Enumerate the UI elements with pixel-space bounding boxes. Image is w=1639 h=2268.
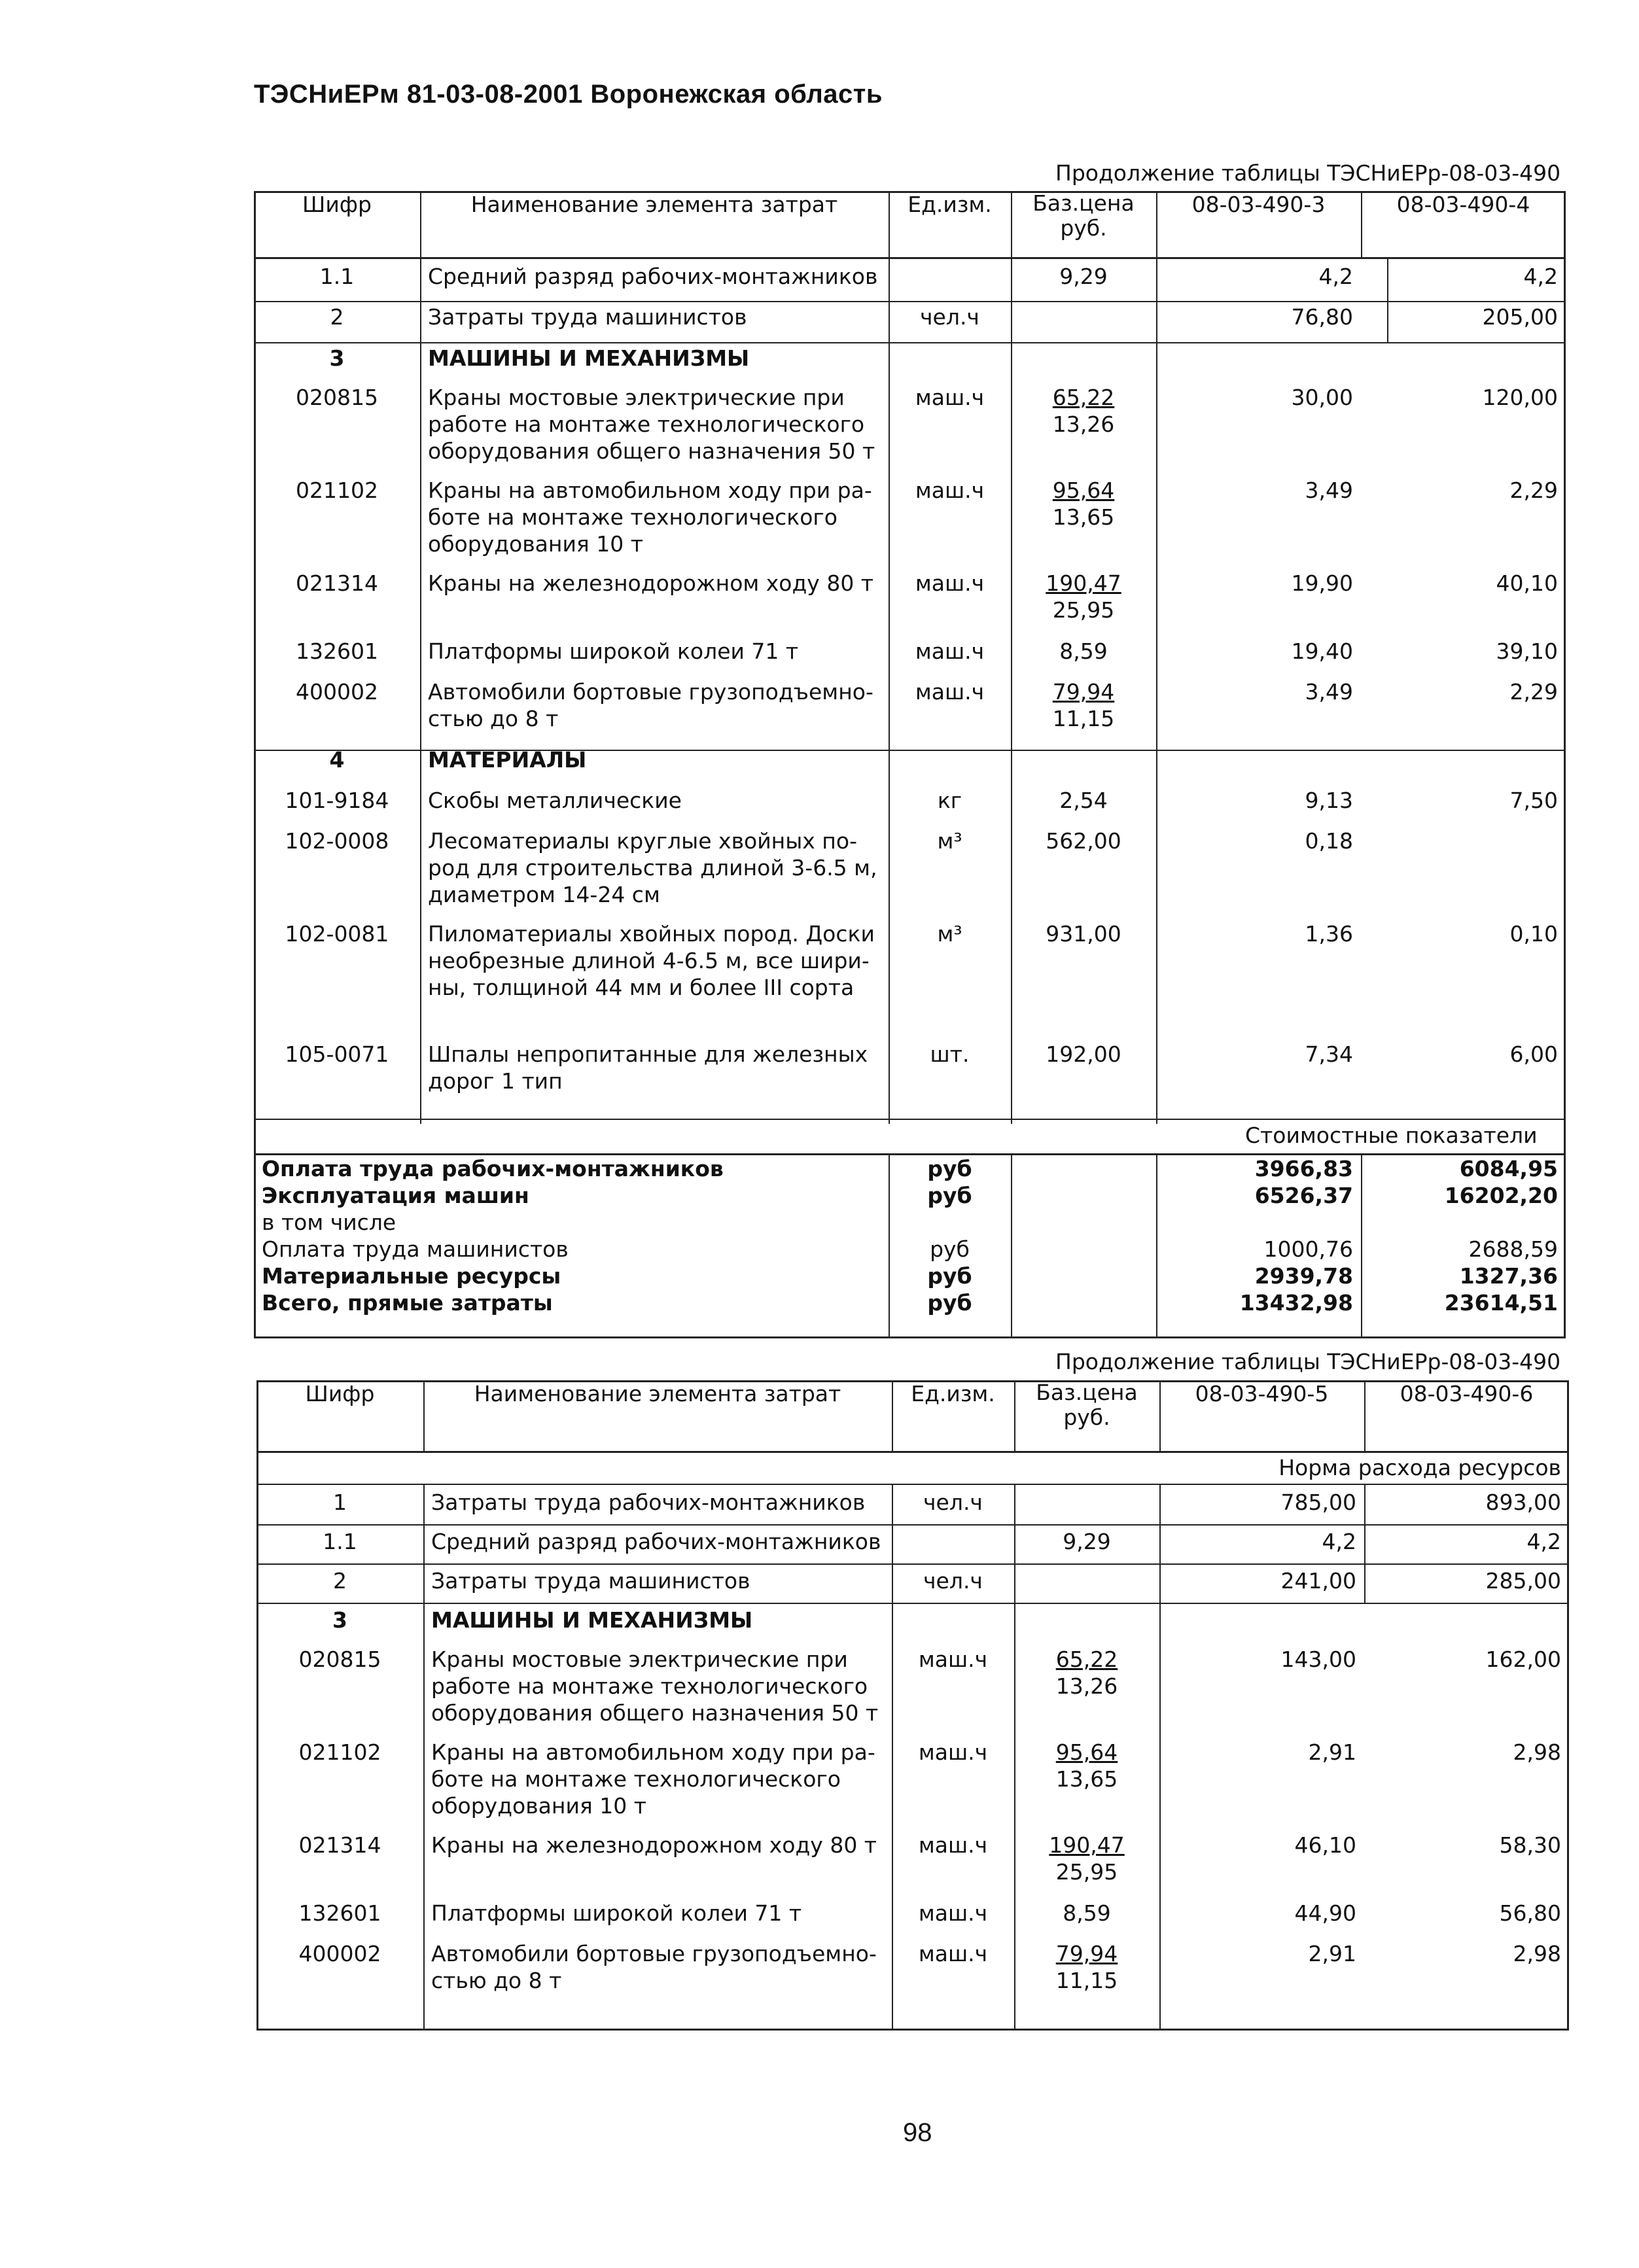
- price-top: 192,00: [1046, 1041, 1121, 1067]
- cost-price: [1011, 1209, 1156, 1236]
- cell-code: 102-0008: [285, 828, 389, 854]
- table2-continuation: Продолжение таблицы ТЭСНиЕРр-08-03-490: [1055, 1349, 1561, 1374]
- table-row: [256, 1641, 1569, 1734]
- cell-unit: чел.ч: [923, 1568, 983, 1594]
- table-row: [254, 822, 1566, 915]
- cell-code: 021314: [298, 1832, 381, 1858]
- table-row: [254, 565, 1566, 633]
- cell-code: 021314: [296, 570, 378, 596]
- table-row: [254, 340, 1566, 379]
- cell-name: Шпалы непропитанные для железных дорог 1 тип: [428, 1041, 868, 1094]
- cost-value-1: 13432,98: [1239, 1290, 1353, 1316]
- cell-name: Краны мостовые электрические при работе на монтаже технологического оборудования общего назначения 50 т: [428, 385, 875, 464]
- cost-unit: [889, 1209, 1011, 1236]
- cost-unit: руб: [927, 1290, 972, 1316]
- cell-value-1: 143,00: [1280, 1647, 1356, 1672]
- price-bottom: 25,95: [1055, 1859, 1118, 1885]
- cell-value-2: 4,2: [1523, 264, 1558, 289]
- cell-name: Краны на железнодорожном ходу 80 т: [428, 570, 874, 596]
- price-top: 2,54: [1059, 788, 1108, 813]
- price-bottom: 13,26: [1055, 1673, 1118, 1699]
- cell-price: [1014, 1601, 1159, 1641]
- cell-value-2: 2,98: [1513, 1739, 1561, 1765]
- cell-value-1: 241,00: [1280, 1568, 1356, 1594]
- cell-code: 132601: [298, 1900, 381, 1926]
- price-bottom: 13,65: [1055, 1766, 1118, 1792]
- cell-value-2: 2,98: [1513, 1941, 1561, 1966]
- cell-unit: чел.ч: [920, 304, 979, 330]
- header-unit: Ед.изм.: [908, 192, 992, 217]
- page-header: ТЭСНиЕРм 81-03-08-2001 Воронежская область: [254, 80, 883, 109]
- price-top: 8,59: [1063, 1900, 1111, 1926]
- table-row: [256, 1894, 1569, 1935]
- cell-price: [1014, 1826, 1159, 1894]
- price-bottom: 11,15: [1052, 706, 1115, 731]
- cell-value-2: 4,2: [1526, 1529, 1561, 1554]
- cell-value-2: 205,00: [1482, 304, 1558, 330]
- cell-value-2: [1361, 741, 1566, 782]
- table-row: [254, 298, 1566, 340]
- cell-code: 132601: [296, 638, 378, 664]
- cell-value-1: [1159, 1601, 1364, 1641]
- cell-unit: [892, 1601, 1014, 1641]
- cost-label: Оплата труда рабочих-монтажников: [262, 1156, 724, 1181]
- cost-price: [1011, 1289, 1156, 1316]
- cost-unit: руб: [927, 1183, 972, 1208]
- cell-code: 020815: [298, 1647, 381, 1672]
- cell-price: [1011, 1036, 1156, 1096]
- cell-unit: [889, 340, 1011, 379]
- cell-value-1: 1,36: [1305, 921, 1353, 947]
- header-col1: 08-03-490-5: [1195, 1381, 1329, 1406]
- cost-price: [1011, 1236, 1156, 1263]
- cell-name: Лесоматериалы круглые хвойных по-род для строительства длиной 3-6.5 м, диаметром 14-24 см: [428, 828, 877, 907]
- price-top: 931,00: [1046, 921, 1121, 947]
- cell-unit: [889, 258, 1011, 298]
- cell-price: [1014, 1894, 1159, 1935]
- cell-code: 4: [329, 747, 345, 773]
- cell-name: МАШИНЫ И МЕХАНИЗМЫ: [428, 345, 750, 371]
- price-top: 190,47: [1046, 570, 1121, 596]
- cell-value-1: 2,91: [1308, 1941, 1356, 1966]
- cell-value-2: [1361, 822, 1566, 915]
- cell-code: 020815: [296, 385, 378, 410]
- cell-code: 1.1: [323, 1529, 357, 1554]
- cell-price: [1014, 1523, 1159, 1562]
- cell-value-2: 58,30: [1499, 1832, 1561, 1858]
- cell-code: 105-0071: [285, 1041, 389, 1067]
- price-top: 8,59: [1059, 638, 1108, 664]
- cost-value-1: 3966,83: [1254, 1156, 1353, 1181]
- cell-price: [1014, 1935, 1159, 2003]
- cell-name: Скобы металлические: [428, 788, 682, 813]
- header-code: Шифр: [302, 192, 372, 217]
- cost-value-2: 2688,59: [1468, 1236, 1558, 1262]
- cell-code: 101-9184: [285, 788, 389, 813]
- cell-code: 2: [333, 1568, 347, 1594]
- cell-unit: м³: [937, 828, 962, 854]
- cell-price: [1014, 1484, 1159, 1523]
- cell-price: [1011, 741, 1156, 782]
- cell-value-1: 46,10: [1294, 1832, 1356, 1858]
- cost-row: [254, 1263, 1566, 1289]
- cell-price: [1011, 915, 1156, 1036]
- cell-value-1: 44,90: [1294, 1900, 1356, 1926]
- cell-name: Автомобили бортовые грузоподъемно-стью до 8 т: [431, 1941, 877, 1993]
- table-row: [256, 1826, 1569, 1894]
- cost-unit: руб: [927, 1263, 972, 1289]
- cell-value-2: 56,80: [1499, 1900, 1561, 1926]
- cell-name: Платформы широкой колеи 71 т: [431, 1900, 802, 1926]
- header-col1: 08-03-490-3: [1191, 192, 1326, 217]
- price-bottom: 25,95: [1052, 597, 1115, 623]
- cost-row: [254, 1289, 1566, 1316]
- price-top: 9,29: [1063, 1529, 1111, 1554]
- cell-unit: маш.ч: [915, 570, 985, 596]
- table-row: [256, 1562, 1569, 1601]
- cell-unit: м³: [937, 921, 962, 947]
- cell-value-1: 19,90: [1291, 570, 1353, 596]
- norm-caption: Норма расхода ресурсов: [1278, 1454, 1561, 1480]
- cell-price: [1011, 472, 1156, 565]
- table-row: [254, 633, 1566, 673]
- cell-value-2: 6,00: [1509, 1041, 1558, 1067]
- cell-name: Средний разряд рабочих-монтажников: [431, 1529, 881, 1554]
- cell-value-1: 30,00: [1291, 385, 1353, 410]
- cell-code: 102-0081: [285, 921, 389, 947]
- cell-name: Затраты труда рабочих-монтажников: [431, 1490, 866, 1515]
- cell-value-1: 0,18: [1305, 828, 1353, 854]
- table1-costs: [254, 1155, 1566, 1316]
- cell-price: [1011, 822, 1156, 915]
- cost-price: [1011, 1155, 1156, 1182]
- cell-value-2: 2,29: [1509, 679, 1558, 705]
- price-bottom: 11,15: [1055, 1968, 1118, 1993]
- cell-value-1: [1156, 340, 1361, 379]
- table1-continuation: Продолжение таблицы ТЭСНиЕРр-08-03-490: [1055, 160, 1561, 186]
- cell-price: [1011, 673, 1156, 741]
- cost-label: в том числе: [262, 1210, 397, 1235]
- cell-unit: маш.ч: [918, 1739, 988, 1765]
- cell-unit: маш.ч: [918, 1900, 988, 1926]
- cell-unit: [892, 1523, 1014, 1562]
- cell-price: [1011, 565, 1156, 633]
- page-number: 98: [903, 2118, 932, 2147]
- cell-name: Краны на автомобильном ходу при ра-боте на монтаже технологического оборудования 10 т: [431, 1739, 875, 1819]
- cost-label: Оплата труда машинистов: [262, 1236, 569, 1262]
- table-row: [256, 1601, 1569, 1641]
- cell-name: Краны на железнодорожном ходу 80 т: [431, 1832, 877, 1858]
- cost-value-2: 16202,20: [1444, 1183, 1558, 1208]
- cost-unit: руб: [930, 1236, 970, 1262]
- cost-row: [254, 1182, 1566, 1209]
- cost-row: [254, 1236, 1566, 1263]
- cell-price: [1011, 298, 1156, 340]
- cell-value-2: 893,00: [1485, 1490, 1561, 1515]
- table-row: [254, 472, 1566, 565]
- cell-value-1: 9,13: [1305, 788, 1353, 813]
- cell-code: 1.1: [319, 264, 355, 289]
- table-row: [254, 379, 1566, 472]
- table-row: [256, 1935, 1569, 2003]
- cell-value-1: 785,00: [1280, 1490, 1356, 1515]
- cell-price: [1014, 1734, 1159, 1826]
- cell-name: Средний разряд рабочих-монтажников: [428, 264, 878, 289]
- price-top: 562,00: [1046, 828, 1121, 854]
- price-bottom: 13,65: [1052, 504, 1115, 530]
- price-bottom: 13,26: [1052, 411, 1115, 437]
- table-row: [254, 673, 1566, 741]
- cost-value-2: 6084,95: [1459, 1156, 1558, 1181]
- cost-value-2: 1327,36: [1459, 1263, 1558, 1289]
- cost-label: Материальные ресурсы: [262, 1263, 561, 1289]
- cell-value-1: 4,2: [1322, 1529, 1356, 1554]
- cost-value-2: [1361, 1209, 1566, 1236]
- cost-label: Всего, прямые затраты: [262, 1290, 553, 1316]
- cell-value-2: 40,10: [1496, 570, 1558, 596]
- cost-label: Эксплуатация машин: [262, 1183, 529, 1208]
- cost-value-1: 6526,37: [1254, 1183, 1353, 1208]
- table1: [254, 191, 1566, 1096]
- cell-name: Затраты труда машинистов: [431, 1568, 750, 1594]
- cell-value-1: 3,49: [1305, 679, 1353, 705]
- cell-unit: кг: [937, 788, 962, 813]
- cell-name: Затраты труда машинистов: [428, 304, 747, 330]
- cell-unit: чел.ч: [923, 1490, 983, 1515]
- cell-price: [1011, 258, 1156, 298]
- cell-name: МАТЕРИАЛЫ: [428, 747, 587, 773]
- table-row: [254, 915, 1566, 1036]
- cost-row: [254, 1209, 1566, 1236]
- cell-code: 400002: [296, 679, 378, 705]
- cell-value-2: 120,00: [1482, 385, 1558, 410]
- cell-value-1: [1156, 741, 1361, 782]
- table-row: [254, 782, 1566, 822]
- cell-unit: маш.ч: [918, 1941, 988, 1966]
- cell-unit: шт.: [930, 1041, 970, 1067]
- header-col2: 08-03-490-6: [1400, 1381, 1534, 1406]
- cell-name: Пиломатериалы хвойных пород. Доски необрезные длиной 4-6.5 м, все шири-ны, толщиной 44 мм и более III сорта: [428, 921, 875, 1000]
- price-top: 65,22: [1052, 385, 1115, 410]
- cell-code: 3: [332, 1607, 347, 1633]
- cost-caption: Стоимостные показатели: [1245, 1123, 1538, 1148]
- cell-value-2: [1361, 340, 1566, 379]
- header-name: Наименование элемента затрат: [474, 1381, 841, 1406]
- cost-price: [1011, 1182, 1156, 1209]
- cost-row: [254, 1155, 1566, 1182]
- table-row: [254, 741, 1566, 782]
- table-row: [256, 1523, 1569, 1562]
- price-top: 95,64: [1055, 1739, 1118, 1765]
- cell-value-2: 0,10: [1509, 921, 1558, 947]
- price-top: 65,22: [1055, 1647, 1118, 1672]
- cell-code: 1: [333, 1490, 347, 1515]
- price-top: 79,94: [1052, 679, 1115, 705]
- cell-price: [1011, 633, 1156, 673]
- header-code: Шифр: [305, 1381, 375, 1406]
- cost-price: [1011, 1263, 1156, 1289]
- header-col2: 08-03-490-4: [1396, 192, 1530, 217]
- cell-price: [1011, 379, 1156, 472]
- cell-name: МАШИНЫ И МЕХАНИЗМЫ: [431, 1607, 753, 1633]
- cell-unit: маш.ч: [915, 679, 985, 705]
- cell-code: 2: [330, 304, 344, 330]
- cell-name: Платформы широкой колеи 71 т: [428, 638, 799, 664]
- cell-value-1: 3,49: [1305, 478, 1353, 503]
- cell-unit: маш.ч: [918, 1647, 988, 1672]
- cell-unit: маш.ч: [915, 478, 985, 503]
- cell-name: Краны на автомобильном ходу при ра-боте на монтаже технологического оборудования 10 т: [428, 478, 872, 557]
- table-row: [256, 1734, 1569, 1826]
- price-top: 95,64: [1052, 478, 1115, 503]
- cell-value-1: 2,91: [1308, 1739, 1356, 1765]
- cell-value-2: 2,29: [1509, 478, 1558, 503]
- cell-code: 021102: [296, 478, 378, 503]
- cell-name: Краны мостовые электрические при работе на монтаже технологического оборудования общего назначения 50 т: [431, 1647, 879, 1726]
- header-name: Наименование элемента затрат: [470, 192, 838, 217]
- header-unit: Ед.изм.: [911, 1381, 995, 1406]
- cell-unit: маш.ч: [915, 638, 985, 664]
- cell-code: 400002: [298, 1941, 381, 1966]
- cell-price: [1011, 340, 1156, 379]
- cell-price: [1011, 782, 1156, 822]
- cell-unit: [889, 741, 1011, 782]
- cell-value-2: 285,00: [1485, 1568, 1561, 1594]
- price-top: 9,29: [1059, 264, 1108, 289]
- price-top: 79,94: [1055, 1941, 1118, 1966]
- cost-unit: руб: [927, 1156, 972, 1181]
- cell-value-1: 4,2: [1318, 264, 1353, 289]
- cost-value-1: 2939,78: [1254, 1263, 1353, 1289]
- header-price: Баз.цена руб.: [1036, 1380, 1138, 1430]
- table-row: [256, 1484, 1569, 1523]
- cost-value-2: 23614,51: [1444, 1290, 1558, 1316]
- cost-value-1: 1000,76: [1263, 1236, 1353, 1262]
- cell-value-1: 19,40: [1291, 638, 1353, 664]
- cell-value-2: 7,50: [1509, 788, 1558, 813]
- cell-value-1: 76,80: [1291, 304, 1353, 330]
- cell-name: Автомобили бортовые грузоподъемно-стью до 8 т: [428, 679, 873, 731]
- cell-value-2: 162,00: [1485, 1647, 1561, 1672]
- cell-value-2: [1364, 1601, 1569, 1641]
- table-row: [254, 1036, 1566, 1096]
- cell-code: 3: [329, 345, 345, 371]
- table2: [256, 1380, 1569, 2003]
- cell-value-1: 7,34: [1305, 1041, 1353, 1067]
- cell-code: 021102: [298, 1739, 381, 1765]
- cell-unit: маш.ч: [915, 385, 985, 410]
- cell-value-2: 39,10: [1496, 638, 1558, 664]
- table-row: [254, 258, 1566, 298]
- cell-unit: маш.ч: [918, 1832, 988, 1858]
- header-price: Баз.цена руб.: [1032, 190, 1135, 241]
- price-top: 190,47: [1049, 1832, 1125, 1858]
- cost-value-1: [1156, 1209, 1361, 1236]
- cell-price: [1014, 1641, 1159, 1734]
- cell-price: [1014, 1562, 1159, 1601]
